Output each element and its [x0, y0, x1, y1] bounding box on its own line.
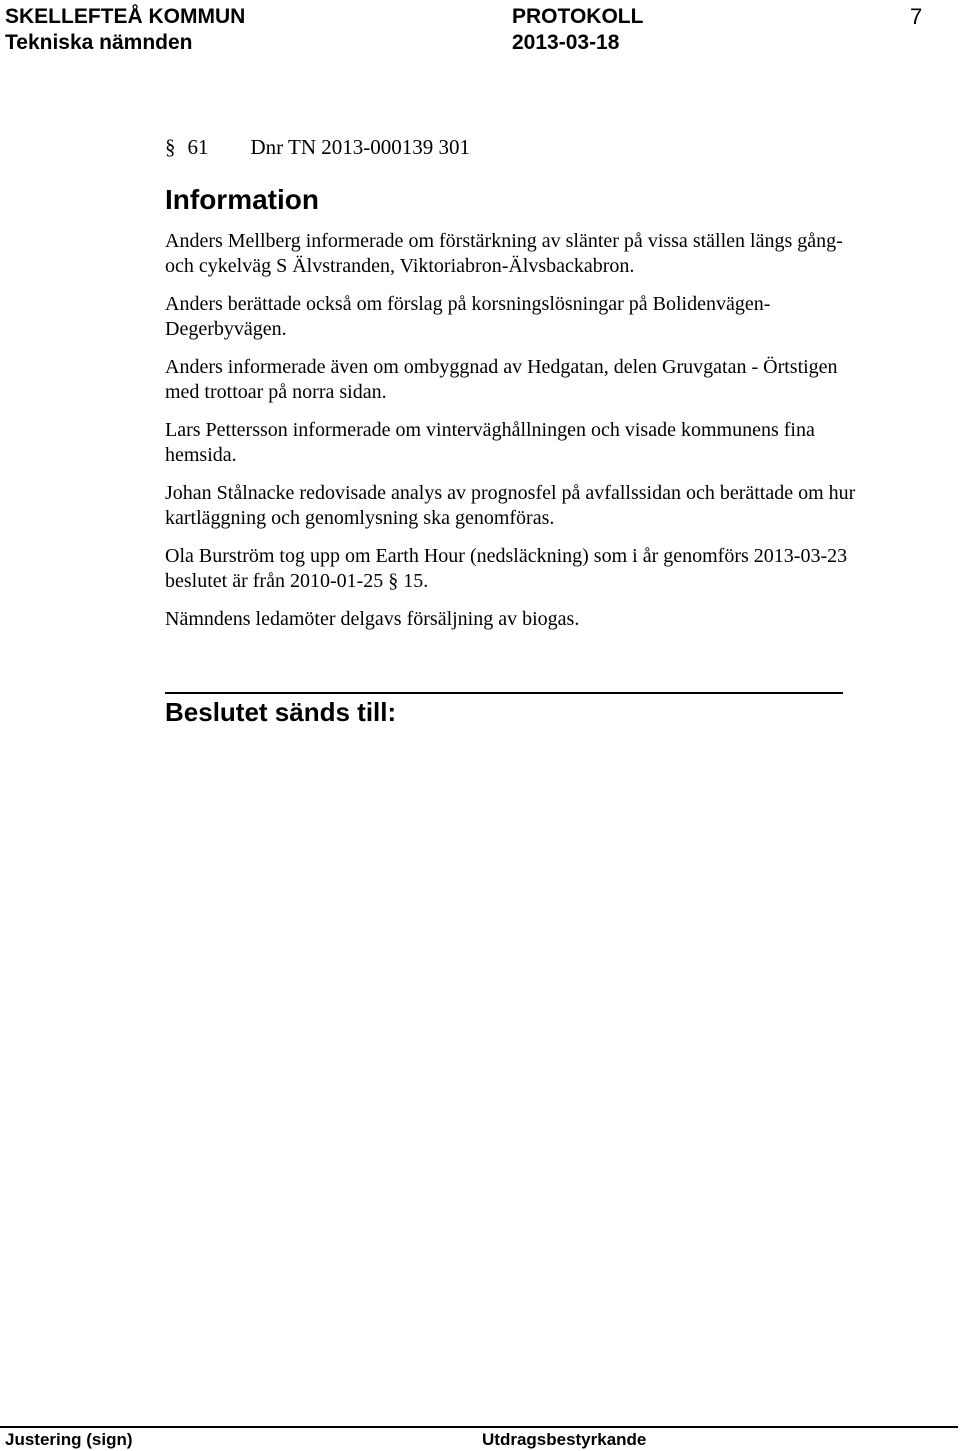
case-number: Dnr TN 2013-000139 301	[250, 135, 471, 159]
page-number: 7	[910, 4, 923, 29]
recipients-heading: Beslutet sänds till:	[165, 697, 397, 727]
minutes-paragraph: Anders berättade också om förslag på korsningslösningar på Bolidenvägen-Degerbyvägen.	[165, 293, 771, 340]
section-heading: Information	[165, 184, 319, 215]
paragraph-reference	[165, 134, 470, 160]
minutes-paragraph: Nämndens ledamöter delgavs försäljning av biogas.	[165, 608, 580, 630]
minutes-paragraph: Ola Burström tog upp om Earth Hour (nedsläckning) som i år genomförs 2013-03-23 beslutet är från 2010-01-25 § 15.	[165, 545, 848, 592]
minutes-paragraph: Lars Pettersson informerade om vinterväghållningen och visade kommunens fina hemsida.	[165, 419, 815, 466]
footer-divider	[0, 1426, 958, 1428]
extract-certification-label: Utdragsbestyrkande	[482, 1430, 647, 1449]
paragraph-symbol: §	[165, 135, 176, 159]
minutes-body	[165, 229, 865, 645]
paragraph-number: 61	[187, 135, 209, 159]
minutes-paragraph: Johan Stålnacke redovisade analys av prognosfel på avfallssidan och berättade om hur kartläggning och genomlysning ska genomföras.	[165, 482, 856, 529]
section-divider	[165, 692, 843, 694]
document-type: PROTOKOLL	[512, 5, 644, 28]
board-name: Tekniska nämnden	[5, 31, 193, 54]
organization-name: SKELLEFTEÅ KOMMUN	[5, 5, 246, 28]
minutes-paragraph: Anders informerade även om ombyggnad av Hedgatan, delen Gruvgatan - Örtstigen med trottoar på norra sidan.	[165, 356, 838, 403]
meeting-date: 2013-03-18	[512, 31, 620, 54]
minutes-paragraph: Anders Mellberg informerade om förstärkning av slänter på vissa ställen längs gång- och cykelväg S Älvstranden, Viktoriabron-Älvsbackabron.	[165, 230, 843, 277]
signature-label: Justering (sign)	[5, 1430, 133, 1449]
